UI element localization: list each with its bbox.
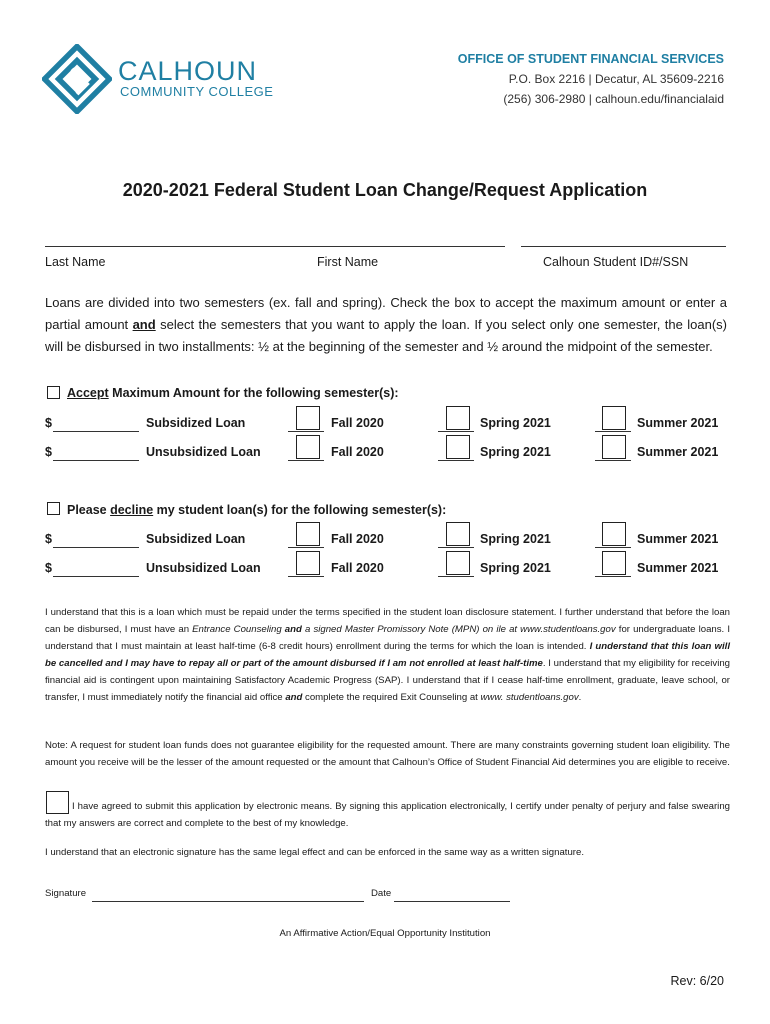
- accept-checkbox[interactable]: [47, 386, 60, 399]
- decline-sub-label: Subsidized Loan: [146, 532, 246, 546]
- decline-unsub-label: Unsubsidized Loan: [146, 561, 261, 575]
- accept-unsub-spring-checkbox[interactable]: [446, 435, 470, 459]
- name-field-line[interactable]: [45, 246, 505, 247]
- accept-sub-label: Subsidized Loan: [146, 416, 246, 430]
- signature-field[interactable]: [92, 901, 364, 902]
- decline-sub-spring-checkbox[interactable]: [446, 522, 470, 546]
- decline-unsub-summer-checkbox[interactable]: [602, 551, 626, 575]
- accept-sub-amount-field[interactable]: [53, 431, 139, 432]
- student-id-field-line[interactable]: [521, 246, 726, 247]
- underline: [595, 576, 631, 577]
- electronic-consent-text: I have agreed to submit this application by electronic means. By signing this application electronically, I certify under penalty of perjury and false swearing that my answers are correct and complete to the best of my knowledge.: [45, 801, 730, 829]
- decline-sub-summer-checkbox[interactable]: [602, 522, 626, 546]
- underline: [438, 460, 474, 461]
- decline-unsub-fall-checkbox[interactable]: [296, 551, 320, 575]
- signature-label: Signature: [45, 888, 87, 899]
- accept-unsub-dollar: $: [45, 445, 52, 459]
- decline-unsub-spring-label: Spring 2021: [480, 561, 551, 575]
- college-name: CALHOUN: [118, 56, 258, 86]
- decline-sub-fall-label: Fall 2020: [331, 532, 384, 546]
- accept-heading: Accept Maximum Amount for the following semester(s):: [67, 386, 399, 400]
- accept-sub-spring-label: Spring 2021: [480, 416, 551, 430]
- decline-sub-spring-label: Spring 2021: [480, 532, 551, 546]
- underline: [595, 460, 631, 461]
- decline-unsub-spring-checkbox[interactable]: [446, 551, 470, 575]
- revision-label: Rev: 6/20: [670, 974, 724, 988]
- date-field[interactable]: [394, 901, 510, 902]
- decline-unsub-summer-label: Summer 2021: [637, 561, 719, 575]
- accept-unsub-summer-checkbox[interactable]: [602, 435, 626, 459]
- decline-unsub-amount-field[interactable]: [53, 576, 139, 577]
- footer-text: An Affirmative Action/Equal Opportunity Institution: [279, 928, 491, 939]
- decline-unsub-dollar: $: [45, 561, 52, 575]
- date-label: Date: [371, 888, 392, 899]
- underline: [438, 576, 474, 577]
- office-address: P.O. Box 2216 | Decatur, AL 35609-2216: [508, 72, 724, 86]
- underline: [438, 547, 474, 548]
- last-name-label: Last Name: [45, 255, 106, 269]
- college-subname: COMMUNITY COLLEGE: [120, 84, 274, 99]
- accept-unsub-fall-checkbox[interactable]: [296, 435, 320, 459]
- page-title: 2020-2021 Federal Student Loan Change/Request Application: [122, 180, 648, 200]
- underline: [595, 547, 631, 548]
- accept-sub-summer-label: Summer 2021: [637, 416, 719, 430]
- accept-sub-fall-label: Fall 2020: [331, 416, 384, 430]
- accept-sub-spring-checkbox[interactable]: [446, 406, 470, 430]
- underline: [288, 460, 324, 461]
- underline: [288, 576, 324, 577]
- underline: [438, 431, 474, 432]
- intro-paragraph: Loans are divided into two semesters (ex. fall and spring). Check the box to accept the maximum amount or enter a partial amount and select the semesters that you want to apply the loan. If you select only one semester, the loan(s) will be disbursed in two installments: ½ at the beginning of the semester and ½ around the midpoint of the semester.: [45, 295, 727, 354]
- esign-paragraph: I understand that an electronic signature has the same legal effect and can be enforced in the same way as a written signature.: [45, 847, 584, 858]
- terms-paragraph: I understand that this is a loan which must be repaid under the terms specified in the student loan disclosure statement. I further understand that before the loan can be disbursed, I must have an Entrance Counseling and a signed Master Promissory Note (MPN) on ile at www.studentloans.gov for undergraduate loans. I understand that I must maintain at least half-time (6-8 credit hours) enrollment during the terms for which the loan is intended. I understand that this loan will be cancelled and I may have to repay all or part of the amount disbursed if I am not enrolled at least half-time. I understand that my eligibility for receiving financial aid is contingent upon maintaining Satisfactory Academic Progress (SAP). I understand that if I cease half-time enrollment, graduate, leave school, or transfer, I must immediately notify the financial aid office and complete the required Exit Counseling at www. studentloans.gov.: [45, 607, 730, 703]
- college-logo: [42, 44, 112, 114]
- student-id-label: Calhoun Student ID#/SSN: [543, 255, 689, 269]
- note-paragraph: Note: A request for student loan funds does not guarantee eligibility for the requested amount. There are many constraints governing student loan eligibility. The amount you receive will be the lesser of the amount requested or the amount that Calhoun’s Office of Student Financial Aid determines you are eligible to receive.: [45, 740, 730, 768]
- decline-sub-fall-checkbox[interactable]: [296, 522, 320, 546]
- underline: [288, 431, 324, 432]
- underline: [288, 547, 324, 548]
- accept-unsub-amount-field[interactable]: [53, 460, 139, 461]
- first-name-label: First Name: [317, 255, 379, 269]
- decline-sub-summer-label: Summer 2021: [637, 532, 719, 546]
- logo-mark-icon: [42, 44, 112, 114]
- accept-unsub-spring-label: Spring 2021: [480, 445, 551, 459]
- decline-checkbox[interactable]: [47, 502, 60, 515]
- accept-unsub-fall-label: Fall 2020: [331, 445, 384, 459]
- decline-unsub-fall-label: Fall 2020: [331, 561, 384, 575]
- underline: [595, 431, 631, 432]
- decline-heading: Please decline my student loan(s) for the following semester(s):: [67, 503, 447, 517]
- accept-sub-dollar: $: [45, 416, 52, 430]
- office-title: OFFICE OF STUDENT FINANCIAL SERVICES: [457, 52, 724, 66]
- accept-unsub-label: Unsubsidized Loan: [146, 445, 261, 459]
- decline-sub-dollar: $: [45, 532, 52, 546]
- accept-unsub-summer-label: Summer 2021: [637, 445, 719, 459]
- office-contact: (256) 306-2980 | calhoun.edu/financialaid: [503, 92, 724, 106]
- decline-sub-amount-field[interactable]: [53, 547, 139, 548]
- accept-sub-fall-checkbox[interactable]: [296, 406, 320, 430]
- accept-sub-summer-checkbox[interactable]: [602, 406, 626, 430]
